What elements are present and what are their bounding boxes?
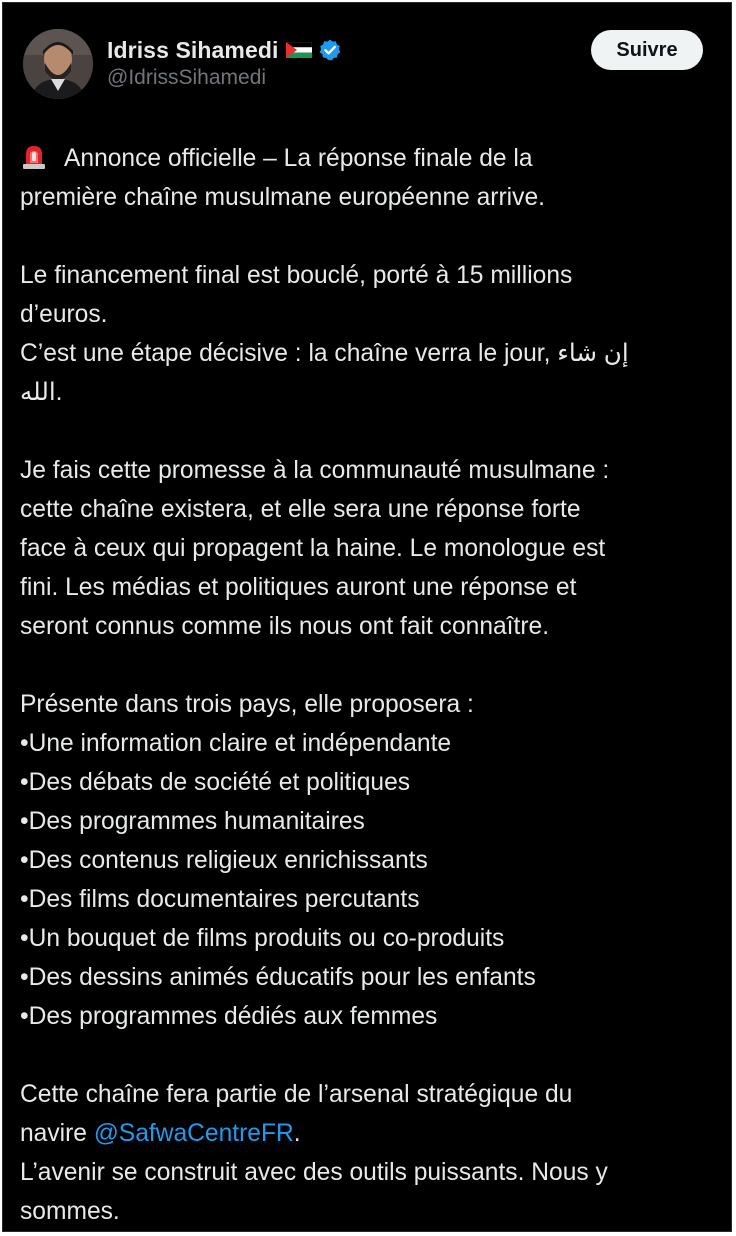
paragraph-gap — [20, 217, 714, 256]
text-line: Le financement final est bouclé, porté à 15 millions — [20, 262, 573, 289]
text-line: Je fais cette promesse à la communauté musulmane : — [20, 457, 610, 484]
paragraph-gap — [20, 646, 714, 685]
paragraph-gap — [20, 1036, 714, 1075]
text-line: face à ceux qui propagent la haine. Le monologue est — [20, 535, 606, 562]
text-line: C’est une étape décisive : la chaîne verra le jour, إن شاء — [20, 340, 629, 367]
text-line: seront connus comme ils nous ont fait connaître. — [20, 613, 550, 640]
author-display-name[interactable]: Idriss Sihamedi — [107, 36, 279, 63]
text-line-content: navire — [20, 1120, 94, 1147]
author-avatar[interactable] — [23, 29, 93, 99]
author-handle[interactable]: @IdrissSihamedi — [107, 66, 267, 89]
text-line: première chaîne musulmane européenne arrive. — [20, 184, 545, 211]
tweet-card — [2, 2, 732, 1232]
text-line — [20, 1114, 714, 1153]
list-intro: Présente dans trois pays, elle proposera : — [20, 691, 474, 718]
verified-badge-icon — [318, 38, 342, 62]
follow-button[interactable]: Suivre — [591, 30, 703, 70]
list-item: •Des programmes humanitaires — [20, 808, 365, 835]
paragraph-gap — [20, 412, 714, 451]
text-line: الله. — [20, 379, 63, 406]
avatar-image — [23, 29, 93, 99]
text-line: d’euros. — [20, 301, 108, 328]
list-item: •Des débats de société et politiques — [20, 769, 411, 796]
text-line-content: Annonce officielle – La réponse finale de la — [64, 145, 533, 172]
text-line: sommes. — [20, 1198, 120, 1225]
text-line: fini. Les médias et politiques auront une réponse et — [20, 574, 577, 601]
text-line: Cette chaîne fera partie de l’arsenal stratégique du — [20, 1081, 573, 1108]
mention-link[interactable]: @SafwaCentreFR — [93, 1120, 294, 1147]
tweet-header — [3, 3, 731, 113]
tweet-text — [20, 139, 714, 1231]
palestine-flag-icon — [286, 42, 312, 58]
list-item: •Une information claire et indépendante — [20, 730, 452, 757]
list-item: •Des films documentaires percutants — [20, 886, 420, 913]
text-line: cette chaîne existera, et elle sera une réponse forte — [20, 496, 581, 523]
author-name-row — [107, 36, 342, 64]
rotating-light-siren-icon — [20, 142, 48, 170]
text-line: L’avenir se construit avec des outils puissants. Nous y — [20, 1159, 608, 1186]
list-item: •Des contenus religieux enrichissants — [20, 847, 428, 874]
list-item: •Des dessins animés éducatifs pour les enfants — [20, 964, 536, 991]
list-item: •Des programmes dédiés aux femmes — [20, 1003, 438, 1030]
text-line — [20, 139, 714, 178]
text-line-content: . — [293, 1120, 301, 1147]
list-item: •Un bouquet de films produits ou co-produits — [20, 925, 505, 952]
